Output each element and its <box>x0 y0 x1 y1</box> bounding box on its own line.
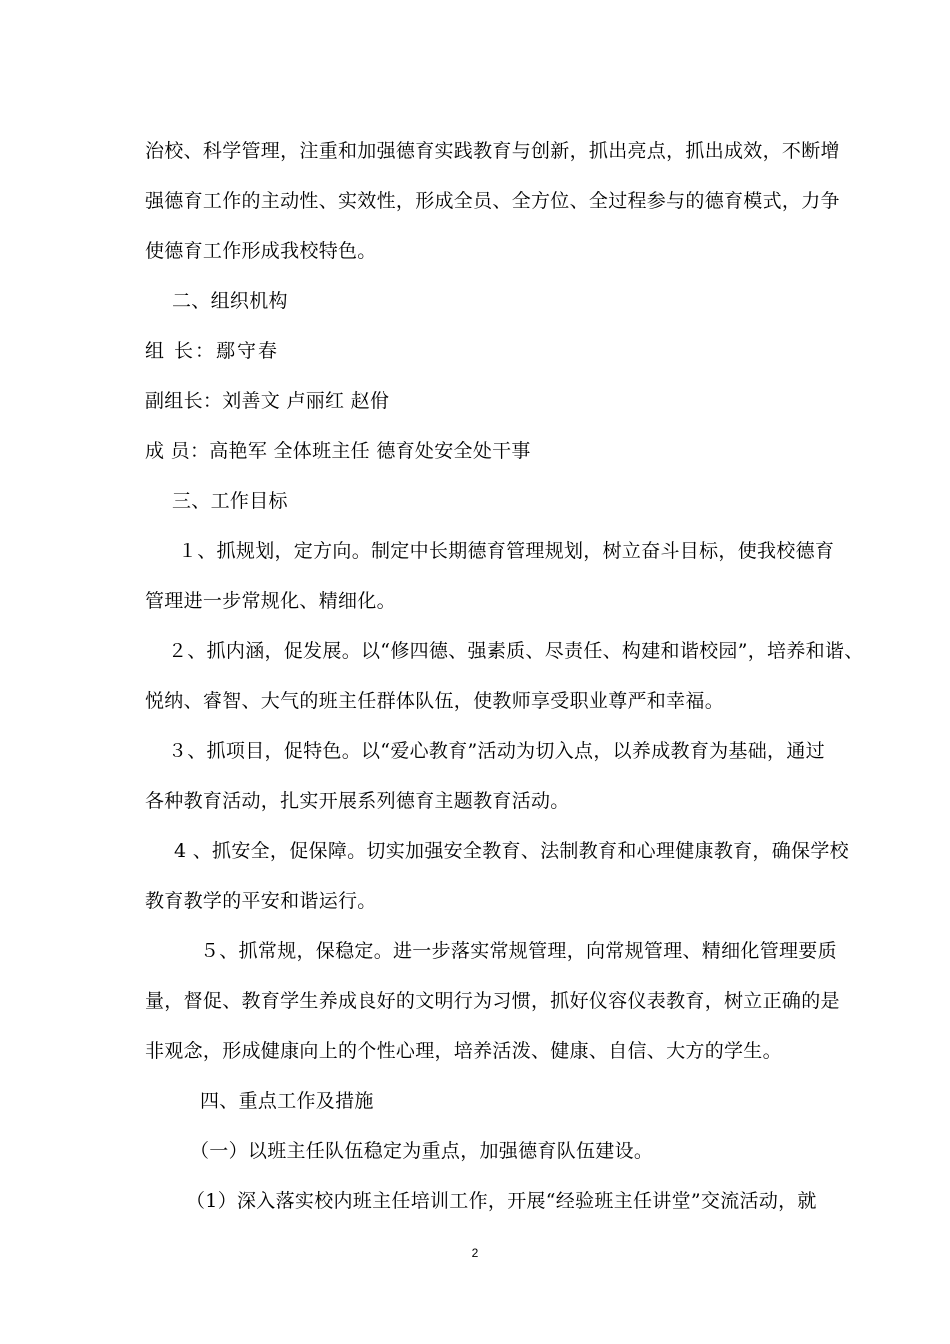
section-heading: 四、重点工作及措施 <box>200 1090 374 1112</box>
text-line: 各种教育活动，扎实开展系列德育主题教育活动。 <box>145 790 570 812</box>
section-heading: 二、组织机构 <box>172 290 288 312</box>
text-line: 组 长：鄢守春 <box>145 340 280 362</box>
text-line: 悦纳、睿智、大气的班主任群体队伍，使教师享受职业尊严和幸福。 <box>145 690 725 712</box>
text-line: ５、抓常规，保稳定。进一步落实常规管理，向常规管理、精细化管理要质 <box>200 940 837 962</box>
text-line: 成 员：高艳军 全体班主任 德育处安全处干事 <box>145 440 531 462</box>
text-line: 副组长：刘善文 卢丽红 赵佾 <box>145 390 390 412</box>
section-heading: 三、工作目标 <box>172 490 288 512</box>
text-line: ３、抓项目，促特色。以“爱心教育”活动为切入点，以养成教育为基础，通过 <box>168 740 825 762</box>
text-line: 非观念，形成健康向上的个性心理，培养活泼、健康、自信、大方的学生。 <box>145 1040 782 1062</box>
text-line: 治校、科学管理，注重和加强德育实践教育与创新，抓出亮点，抓出成效，不断增 <box>145 140 840 162</box>
page-number: 2 <box>471 1246 479 1260</box>
text-line: 强德育工作的主动性、实效性，形成全员、全方位、全过程参与的德育模式，力争 <box>145 190 840 212</box>
text-line: 使德育工作形成我校特色。 <box>145 240 377 262</box>
text-line: ２、抓内涵，促发展。以“修四德、强素质、尽责任、构建和谐校园”，培养和谐、 <box>168 640 864 662</box>
text-line: 量，督促、教育学生养成良好的文明行为习惯，抓好仪容仪表教育，树立正确的是 <box>145 990 840 1012</box>
text-line: 教育教学的平安和谐运行。 <box>145 890 377 912</box>
text-line: 管理进一步常规化、精细化。 <box>145 590 396 612</box>
text-line: １、抓规划，定方向。制定中长期德育管理规划，树立奋斗目标，使我校德育 <box>178 540 835 562</box>
text-line: 4 、抓安全，促保障。切实加强安全教育、法制教育和心理健康教育，确保学校 <box>174 840 849 862</box>
text-line: （1）深入落实校内班主任培训工作，开展“经验班主任讲堂”交流活动，就 <box>186 1190 817 1212</box>
subsection-heading: （一）以班主任队伍稳定为重点，加强德育队伍建设。 <box>190 1140 654 1162</box>
